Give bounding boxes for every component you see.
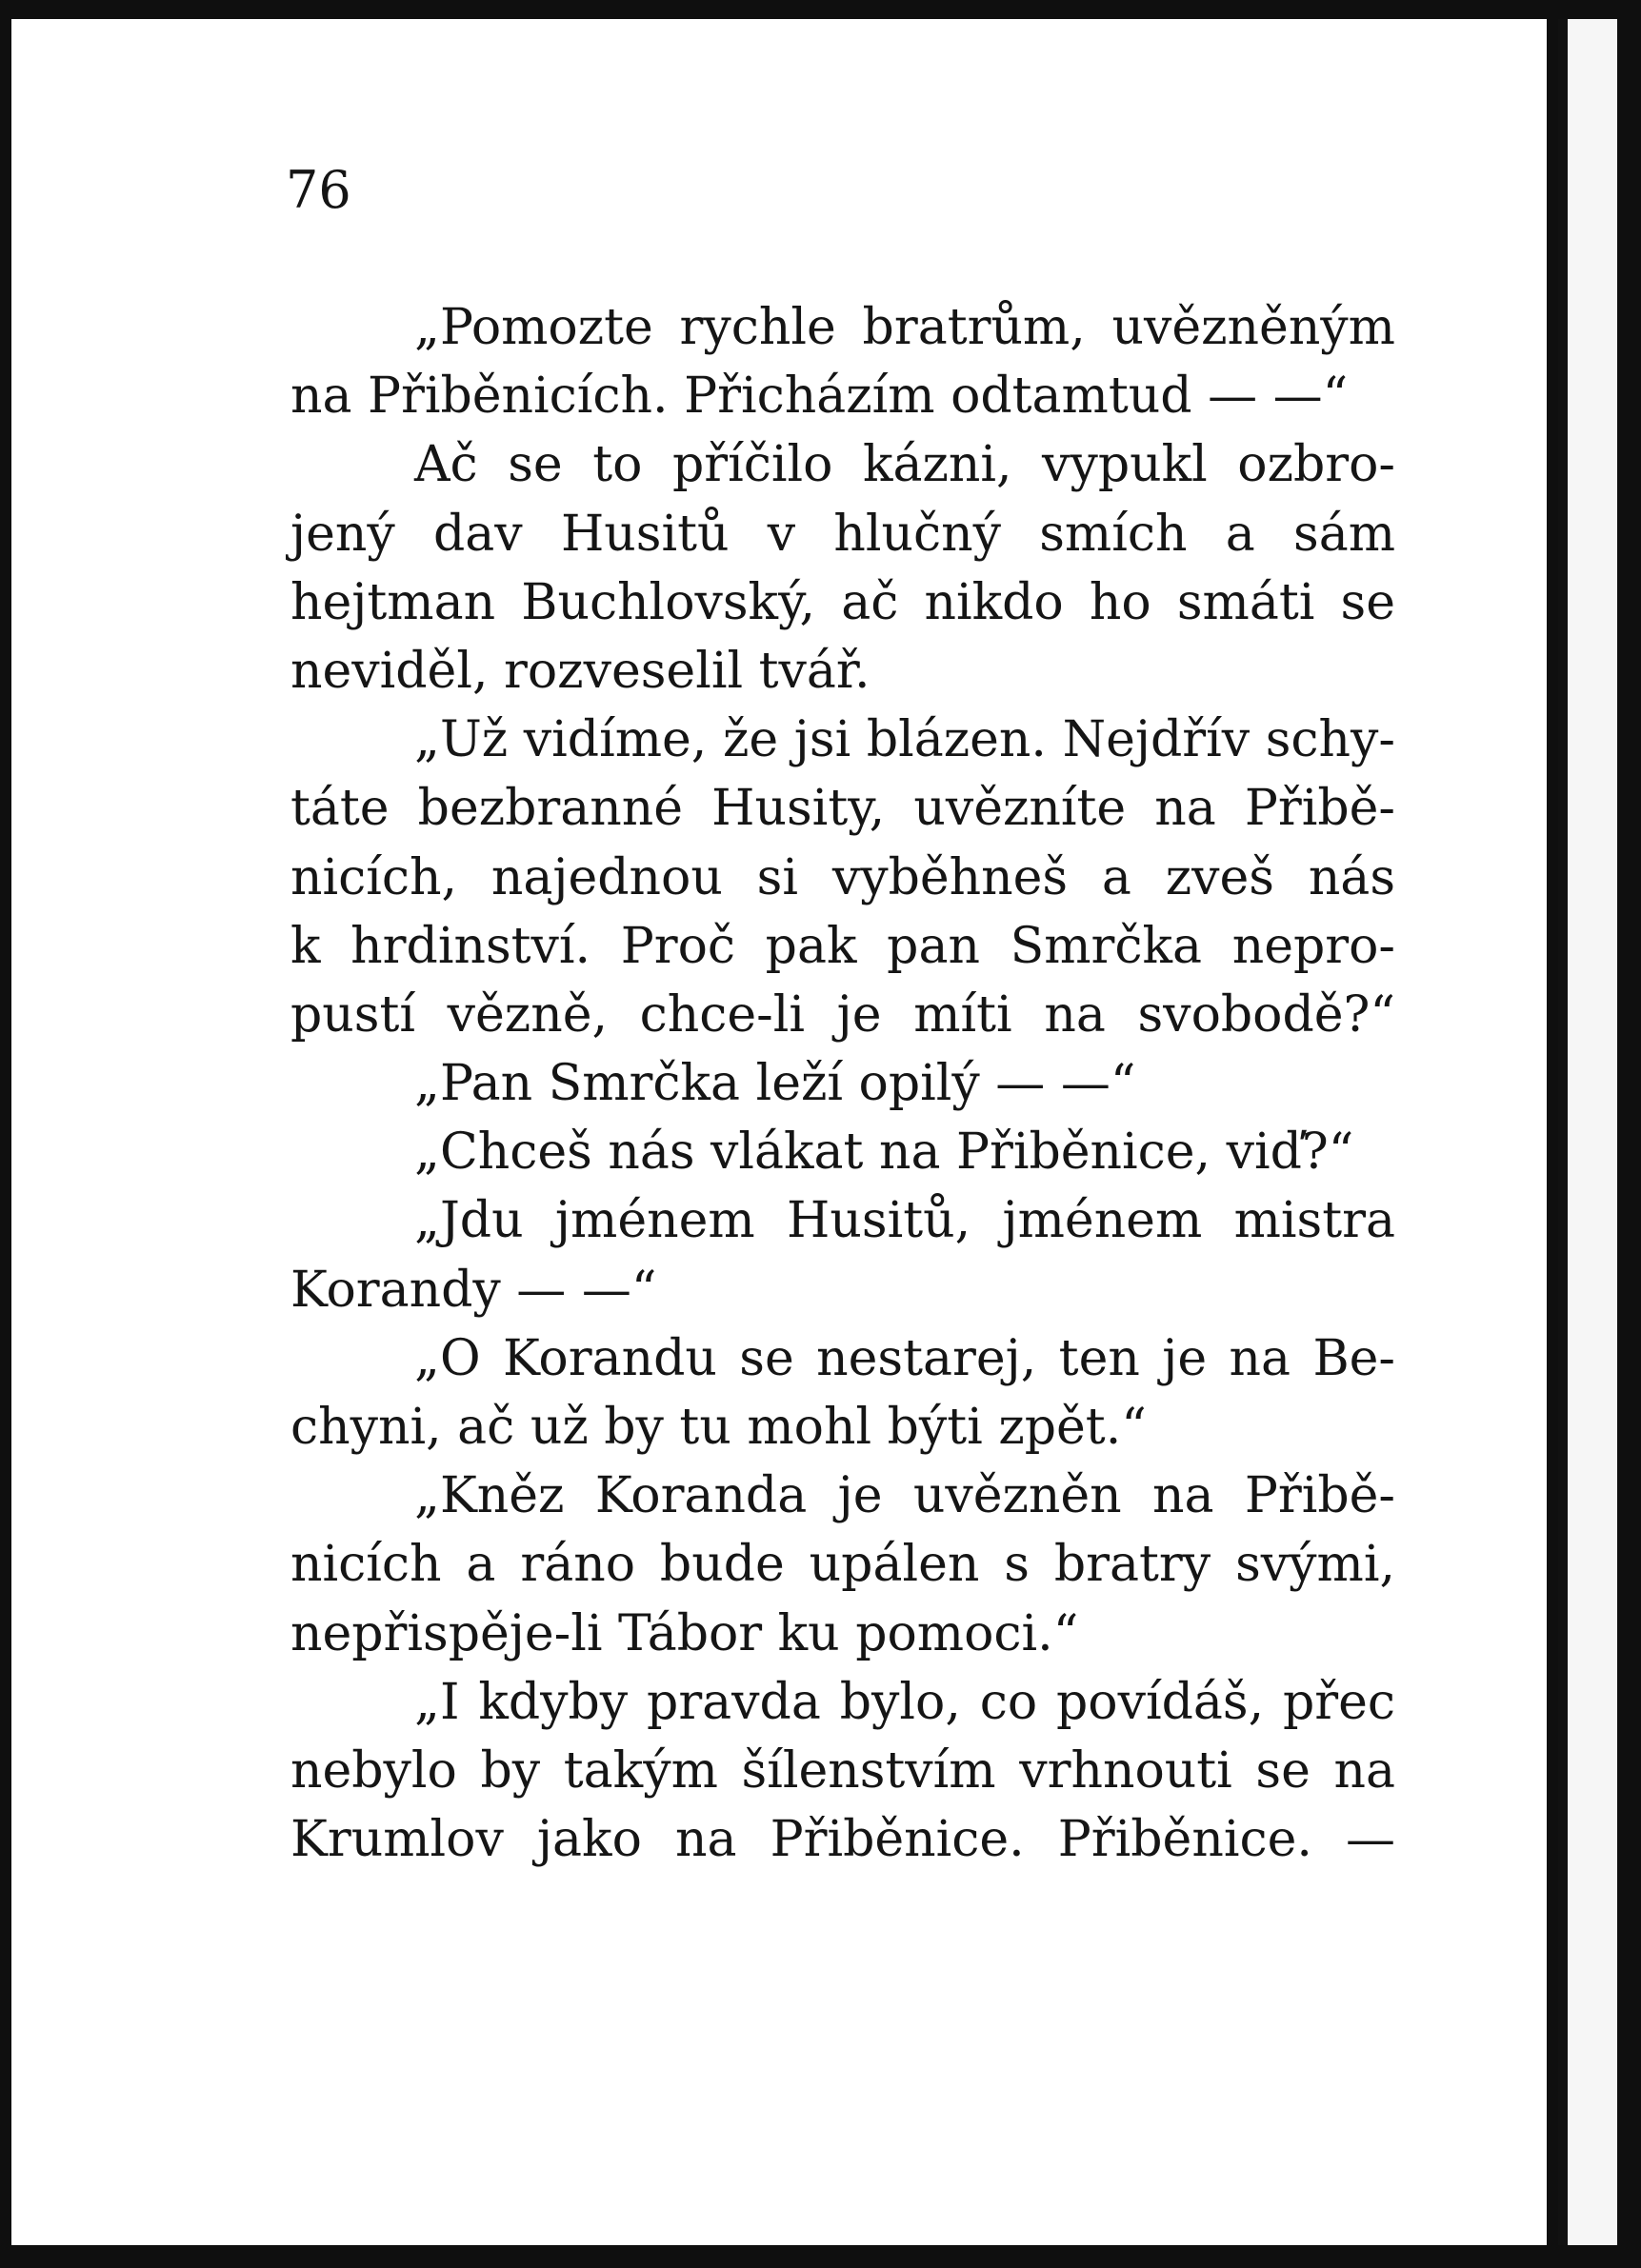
text-line: „O Korandu se nestarej, ten je na Be-	[414, 1329, 1395, 1387]
text-line: na Přiběnicích. Přicházím odtamtud — —“	[290, 368, 1349, 426]
text-line: „Chceš nás vlákat na Přiběnice, viď?“	[414, 1124, 1354, 1182]
text-line: nicích, najednou si vyběhneš a zveš nás	[290, 848, 1395, 906]
text-line: Krumlov jako na Přiběnice. Přiběnice. —	[290, 1811, 1395, 1869]
text-line: neviděl, rozveselil tvář.	[290, 642, 871, 700]
text-line: „Jdu jménem Husitů, jménem mistra	[414, 1192, 1395, 1250]
text-line: chyni, ač už by tu mohl býti zpět.“	[290, 1399, 1147, 1456]
text-line: hejtman Buchlovský, ač nikdo ho smáti se	[290, 573, 1395, 631]
text-line: „Pomozte rychle bratrům, uvězněným	[414, 299, 1395, 356]
text-line: nebylo by takým šílenstvím vrhnouti se na	[290, 1741, 1395, 1800]
body-text	[290, 293, 1395, 1874]
text-line: „Kněz Koranda je uvězněn na Přibě-	[414, 1467, 1395, 1525]
text-line: nicích a ráno bude upálen s bratry svými,	[290, 1536, 1395, 1594]
text-line: „Pan Smrčka leží opilý — —“	[414, 1055, 1136, 1113]
page-edge	[1558, 19, 1617, 2247]
scan-border	[0, 2245, 1641, 2268]
text-line: jený dav Husitů v hlučný smích a sám	[290, 505, 1395, 563]
page-number: 76	[286, 160, 351, 220]
text-line: pustí vězně, chce-li je míti na svobodě?“	[290, 985, 1395, 1044]
text-line: nepřispěje-li Tábor ku pomoci.“	[290, 1604, 1079, 1662]
text-line: táte bezbranné Husity, uvězníte na Přibě-	[290, 780, 1395, 838]
text-line: „Už vidíme, že jsi blázen. Nejdřív schy-	[414, 711, 1395, 769]
text-line: Ač se to příčilo kázni, vypukl ozbro-	[414, 436, 1395, 494]
text-line: „I kdyby pravda bylo, co povídáš, přec	[414, 1673, 1395, 1731]
text-line: Korandy — —“	[290, 1261, 657, 1319]
text-line: k hrdinství. Proč pak pan Smrčka nepro-	[290, 917, 1395, 975]
